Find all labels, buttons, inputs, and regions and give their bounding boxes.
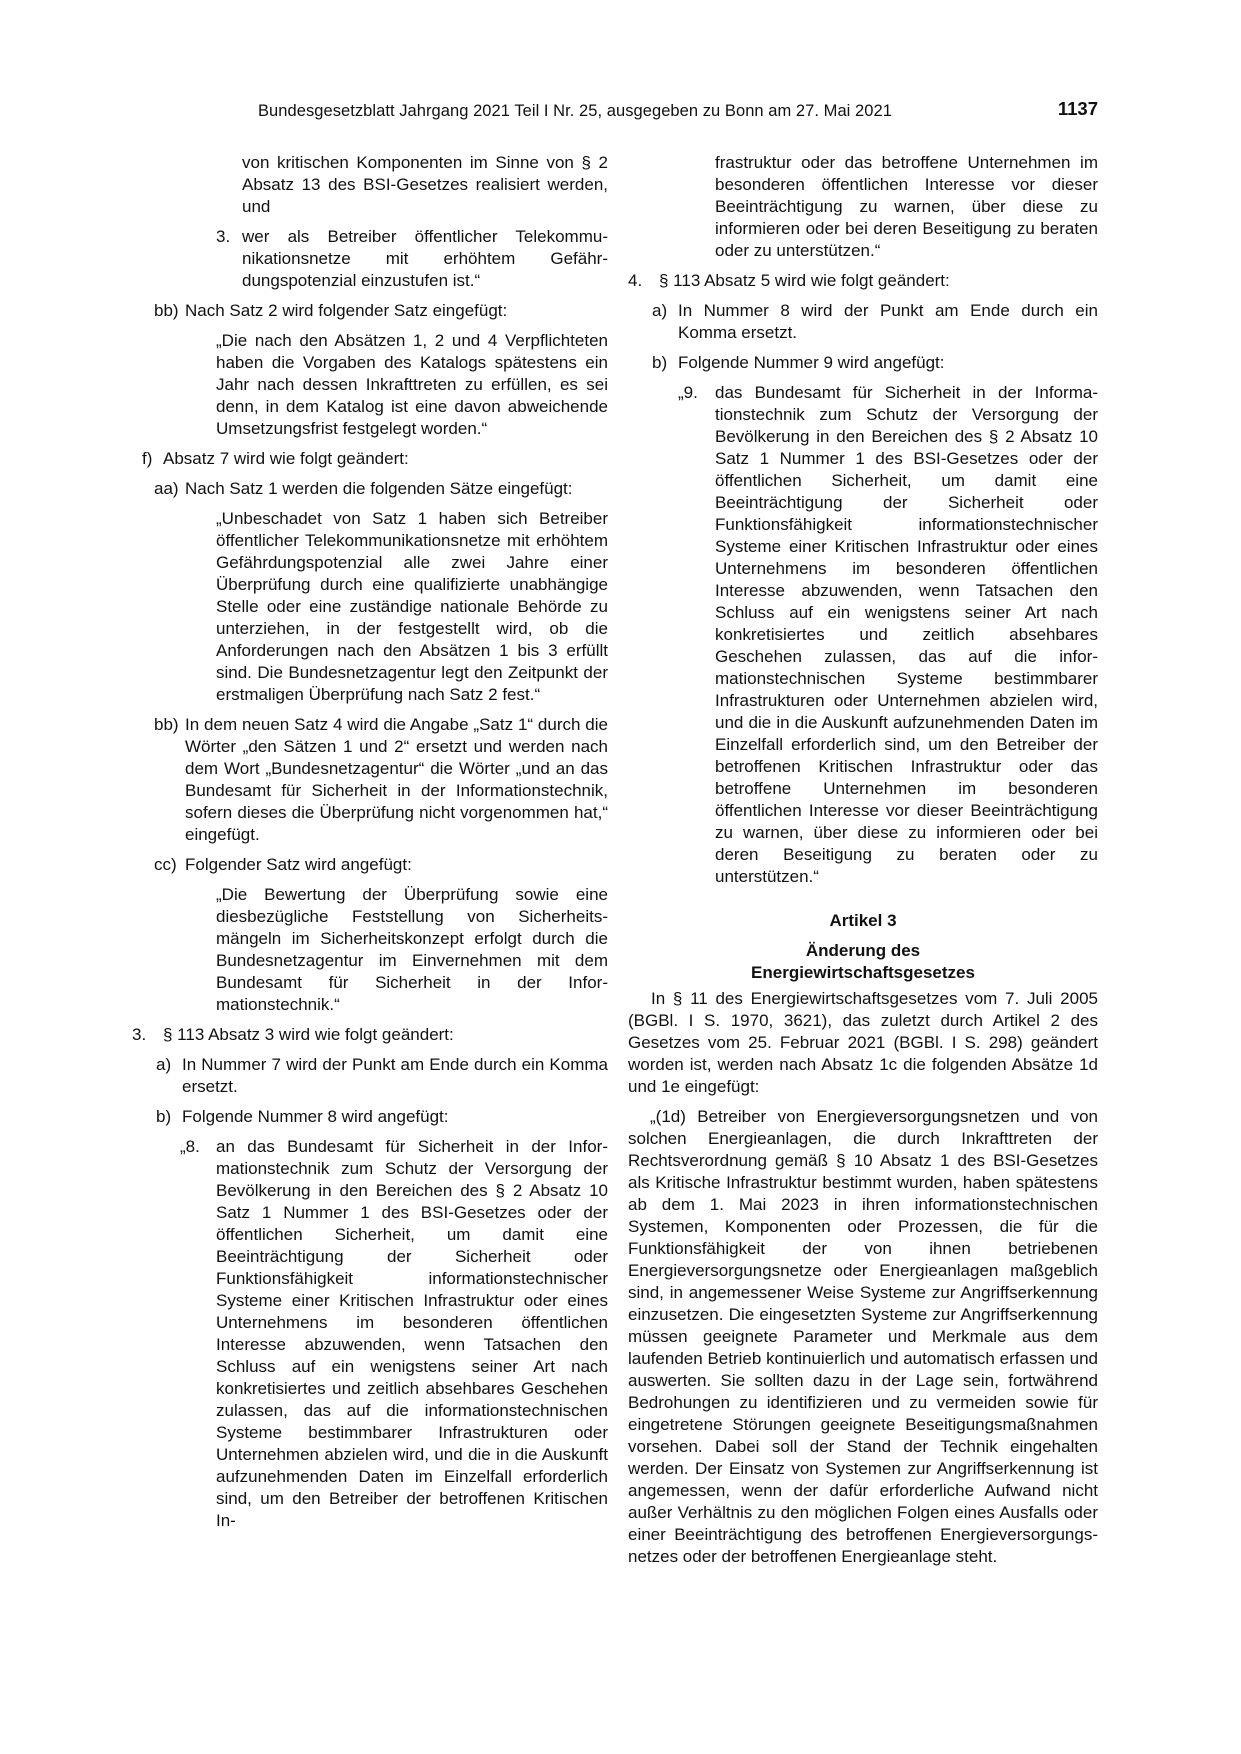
list-item-label: f) [142,449,153,468]
article-intro-paragraph: In § 11 des Energiewirtschaftsgesetzes vom 7. Juli 2005 (BGBl. I S. 1970, 3621), das zuletzt durch Artikel 2 des Gesetzes vom 25. Februar 2021 (BGBl. I S. 298) geändert worden ist, werden nach Absatz 1c die folgenden Absätze 1d und 1e eingefügt: [628,989,1098,1096]
list-item-label: „9. [678,383,698,402]
page-number: 1137 [1057,98,1098,119]
list-item-label: bb) [154,715,179,734]
list-item-text: an das Bundesamt für Sicherheit in der Informationstechnik zum Schutz der Versorgung der Bevölkerung in den Bereichen des § 2 Absatz 10 Satz 1 Nummer 1 des BSI-Gesetzes oder der öffentlichen Sicherheit, um damit eine Beeinträchtigung der Sicherheit oder Funktionsfähigkeit informationstechnischer Systeme einer Kritischen Infrastruktur oder eines Unternehmens im besonderen öffentlichen Interesse abzuwenden, wenn Tatsachen den Schluss auf ein wenigstens seiner Art nach konkretisiertes und zeitlich absehbares Geschehen zulassen, das auf die informationstechnischen Systeme bestimmbarer Infrastrukturen oder Unternehmen abzielen wird, und die in die Auskunft aufzunehmenden Daten im Einzelfall erforderlich sind, um den Betreiber der betroffenen Kritischen In- [216,1137,608,1530]
list-item-text: Nach Satz 2 wird folgender Satz eingefügt: [185,301,508,320]
list-item [628,352,1098,374]
list-item-text: Folgender Satz wird angefügt: [185,855,412,874]
continuation-paragraph: von kritischen Komponenten im Sinne von § 2 Absatz 13 des BSI-Gesetzes realisiert werden, und [242,153,608,216]
running-title: Bundesgesetzblatt Jahrgang 2021 Teil I Nr. 25, ausgegeben zu Bonn am 27. Mai 2021 [258,102,892,120]
list-item [132,854,608,876]
list-item [132,300,608,322]
article-title-line-1: Änderung des [805,941,921,960]
list-item [132,1024,608,1046]
article-quoted-paragraph: „(1d) Betreiber von Energieversorgungsnetzen und von solchen Energieanlagen, die durch Inkrafttreten der Rechtsverordnung gemäß § 10 Absatz 1 des BSI-Gesetzes als Kritische Infrastruktur bestimmt wurden, haben spätestens ab dem 1. Mai 2023 in ihren informationstechnischen Systemen, Komponenten oder Prozessen, die für die Funktionsfähigkeit der von ihnen betriebenen Energieversorgungsnetze oder Energieanlagen maßgeblich sind, in angemessener Weise Systeme zur Angriffserkennung einzusetzen. Die eingesetzten Systeme zur Angriffserkennung müssen geeignete Parameter und Merkmale aus dem laufenden Betrieb kontinuierlich und automatisch erfassen und auswerten. Sie sollten dazu in der Lage sein, fortwährend Bedrohungen zu identifizieren und zu vermeiden sowie für eingetretene Störungen geeignete Beseitigungsmaßnahmen vorsehen. Dabei soll der Stand der Technik eingehalten werden. Der Einsatz von Systemen zur Angriffserkennung ist angemessen, wenn der dafür erforderliche Aufwand nicht außer Verhältnis zu den möglichen Folgen eines Ausfalls oder einer Beeinträchtigung des betroffenen Energieversorgungsnetzes oder der betroffenen Energieanlage steht. [628,1107,1098,1566]
right-column [628,152,1098,1576]
list-item [132,1106,608,1128]
list-item [628,382,1098,888]
list-item-label: aa) [154,479,179,498]
quoted-sentence: „Die nach den Absätzen 1, 2 und 4 Verpflichteten haben die Vorgaben des Katalogs spätestens ein Jahr nach dessen Inkrafttreten zu erfüllen, es sei denn, in dem Katalog ist eine davon abweichende Umsetzungsfrist festgelegt worden.“ [216,331,608,438]
article-title-line-2: Energiewirtschaftsgesetzes [751,963,975,982]
left-column [132,152,608,1540]
list-item-label: a) [156,1055,172,1074]
list-item-label: bb) [154,301,179,320]
list-item-label: a) [652,301,668,320]
list-item-label: „8. [180,1137,200,1156]
article-number: Artikel 3 [829,911,897,930]
list-item-text: Nach Satz 1 werden die folgenden Sätze eingefügt: [185,479,573,498]
list-item-text: wer als Betreiber öffentlicher Telekommunikationsnetze mit erhöhtem Gefährdungspotenzial einzustufen ist.“ [242,227,608,290]
list-item [132,226,608,292]
list-item-text: Folgende Nummer 8 wird angefügt: [182,1107,449,1126]
list-item-text: das Bundesamt für Sicherheit in der Informationstechnik zum Schutz der Versorgung der Bevölkerung in den Bereichen des § 2 Absatz 10 Satz 1 Nummer 1 des BSI-Gesetzes oder der öffentlichen Sicherheit, um damit eine Beeinträchtigung der Sicherheit oder Funktionsfähigkeit informationstechnischer Systeme einer Kritischen Infrastruktur oder eines Unternehmens im besonderen öffentlichen Interesse abzuwenden, wenn Tatsachen den Schluss auf ein wenigstens seiner Art nach konkretisiertes und zeitlich absehbares Geschehen zulassen, das auf die informationstechnischen Systeme bestimmbarer Infrastrukturen oder Unternehmen abzielen wird, und die in die Auskunft aufzunehmenden Daten im Einzelfall erforderlich sind, um den Betreiber der betroffenen Kritischen Infrastruktur oder das betroffene Unternehmen im besonderen öffentlichen Interesse vor dieser Beeinträchtigung zu warnen, über diese zu informieren oder bei deren Beseitigung zu beraten oder zu unterstützen.“ [715,383,1098,886]
list-item-text: § 113 Absatz 5 wird wie folgt geändert: [659,271,950,290]
list-item-label: 4. [628,271,643,290]
list-item-label: b) [652,353,668,372]
list-item-text: Folgende Nummer 9 wird angefügt: [678,353,945,372]
continuation-paragraph: frastruktur oder das betroffene Unternehmen im besonderen öffentlichen Interesse vor dieser Beeinträchtigung zu warnen, über diese zu informieren oder bei deren Beseitigung zu beraten oder zu unterstützen.“ [715,153,1098,260]
list-item [628,270,1098,292]
list-item [132,1136,608,1532]
list-item-label: cc) [154,855,177,874]
list-item [132,714,608,846]
quoted-sentence: „Die Bewertung der Überprüfung sowie eine diesbezügliche Feststellung von Sicherheitsmängeln im Sicherheitskonzept erfolgt durch die Bundesnetzagentur im Einvernehmen mit dem Bundesamt für Sicherheit in der Informationstechnik.“ [216,885,608,1014]
list-item [132,478,608,500]
quoted-sentence: „Unbeschadet von Satz 1 haben sich Betreiber öffentlicher Telekommunikationsnetze mit erhöhtem Gefährdungspotenzial alle zwei Jahre einer Überprüfung durch eine qualifizierte unabhängige Stelle oder eine zuständige nationale Behörde zu unterziehen, in der festgestellt wird, ob die Anforderungen nach den Absätzen 1 bis 3 erfüllt sind. Die Bundesnetzagentur legt den Zeitpunkt der erstmaligen Überprüfung nach Satz 2 fest.“ [216,509,608,704]
list-item-label: 3. [132,1025,147,1044]
list-item [628,300,1098,344]
list-item-text: Absatz 7 wird wie folgt geändert: [163,449,409,468]
list-item-text: In dem neuen Satz 4 wird die Angabe „Satz 1“ durch die Wörter „den Sätzen 1 und 2“ ersetzt und werden nach dem Wort „Bundesnetzagentur“ die Wörter „und an das Bundesamt für Sicherheit in der Informationstechnik, sofern dieses die Überprüfung nicht vorgenommen hat,“ eingefügt. [185,715,608,844]
list-item-text: § 113 Absatz 3 wird wie folgt geändert: [163,1025,454,1044]
list-item-text: In Nummer 7 wird der Punkt am Ende durch ein Komma ersetzt. [182,1055,608,1096]
list-item-label: 3. [216,227,231,246]
list-item-label: b) [156,1107,172,1126]
page-header [258,100,1098,126]
list-item [132,1054,608,1098]
list-item-text: In Nummer 8 wird der Punkt am Ende durch ein Komma ersetzt. [678,301,1098,342]
list-item [132,448,608,470]
